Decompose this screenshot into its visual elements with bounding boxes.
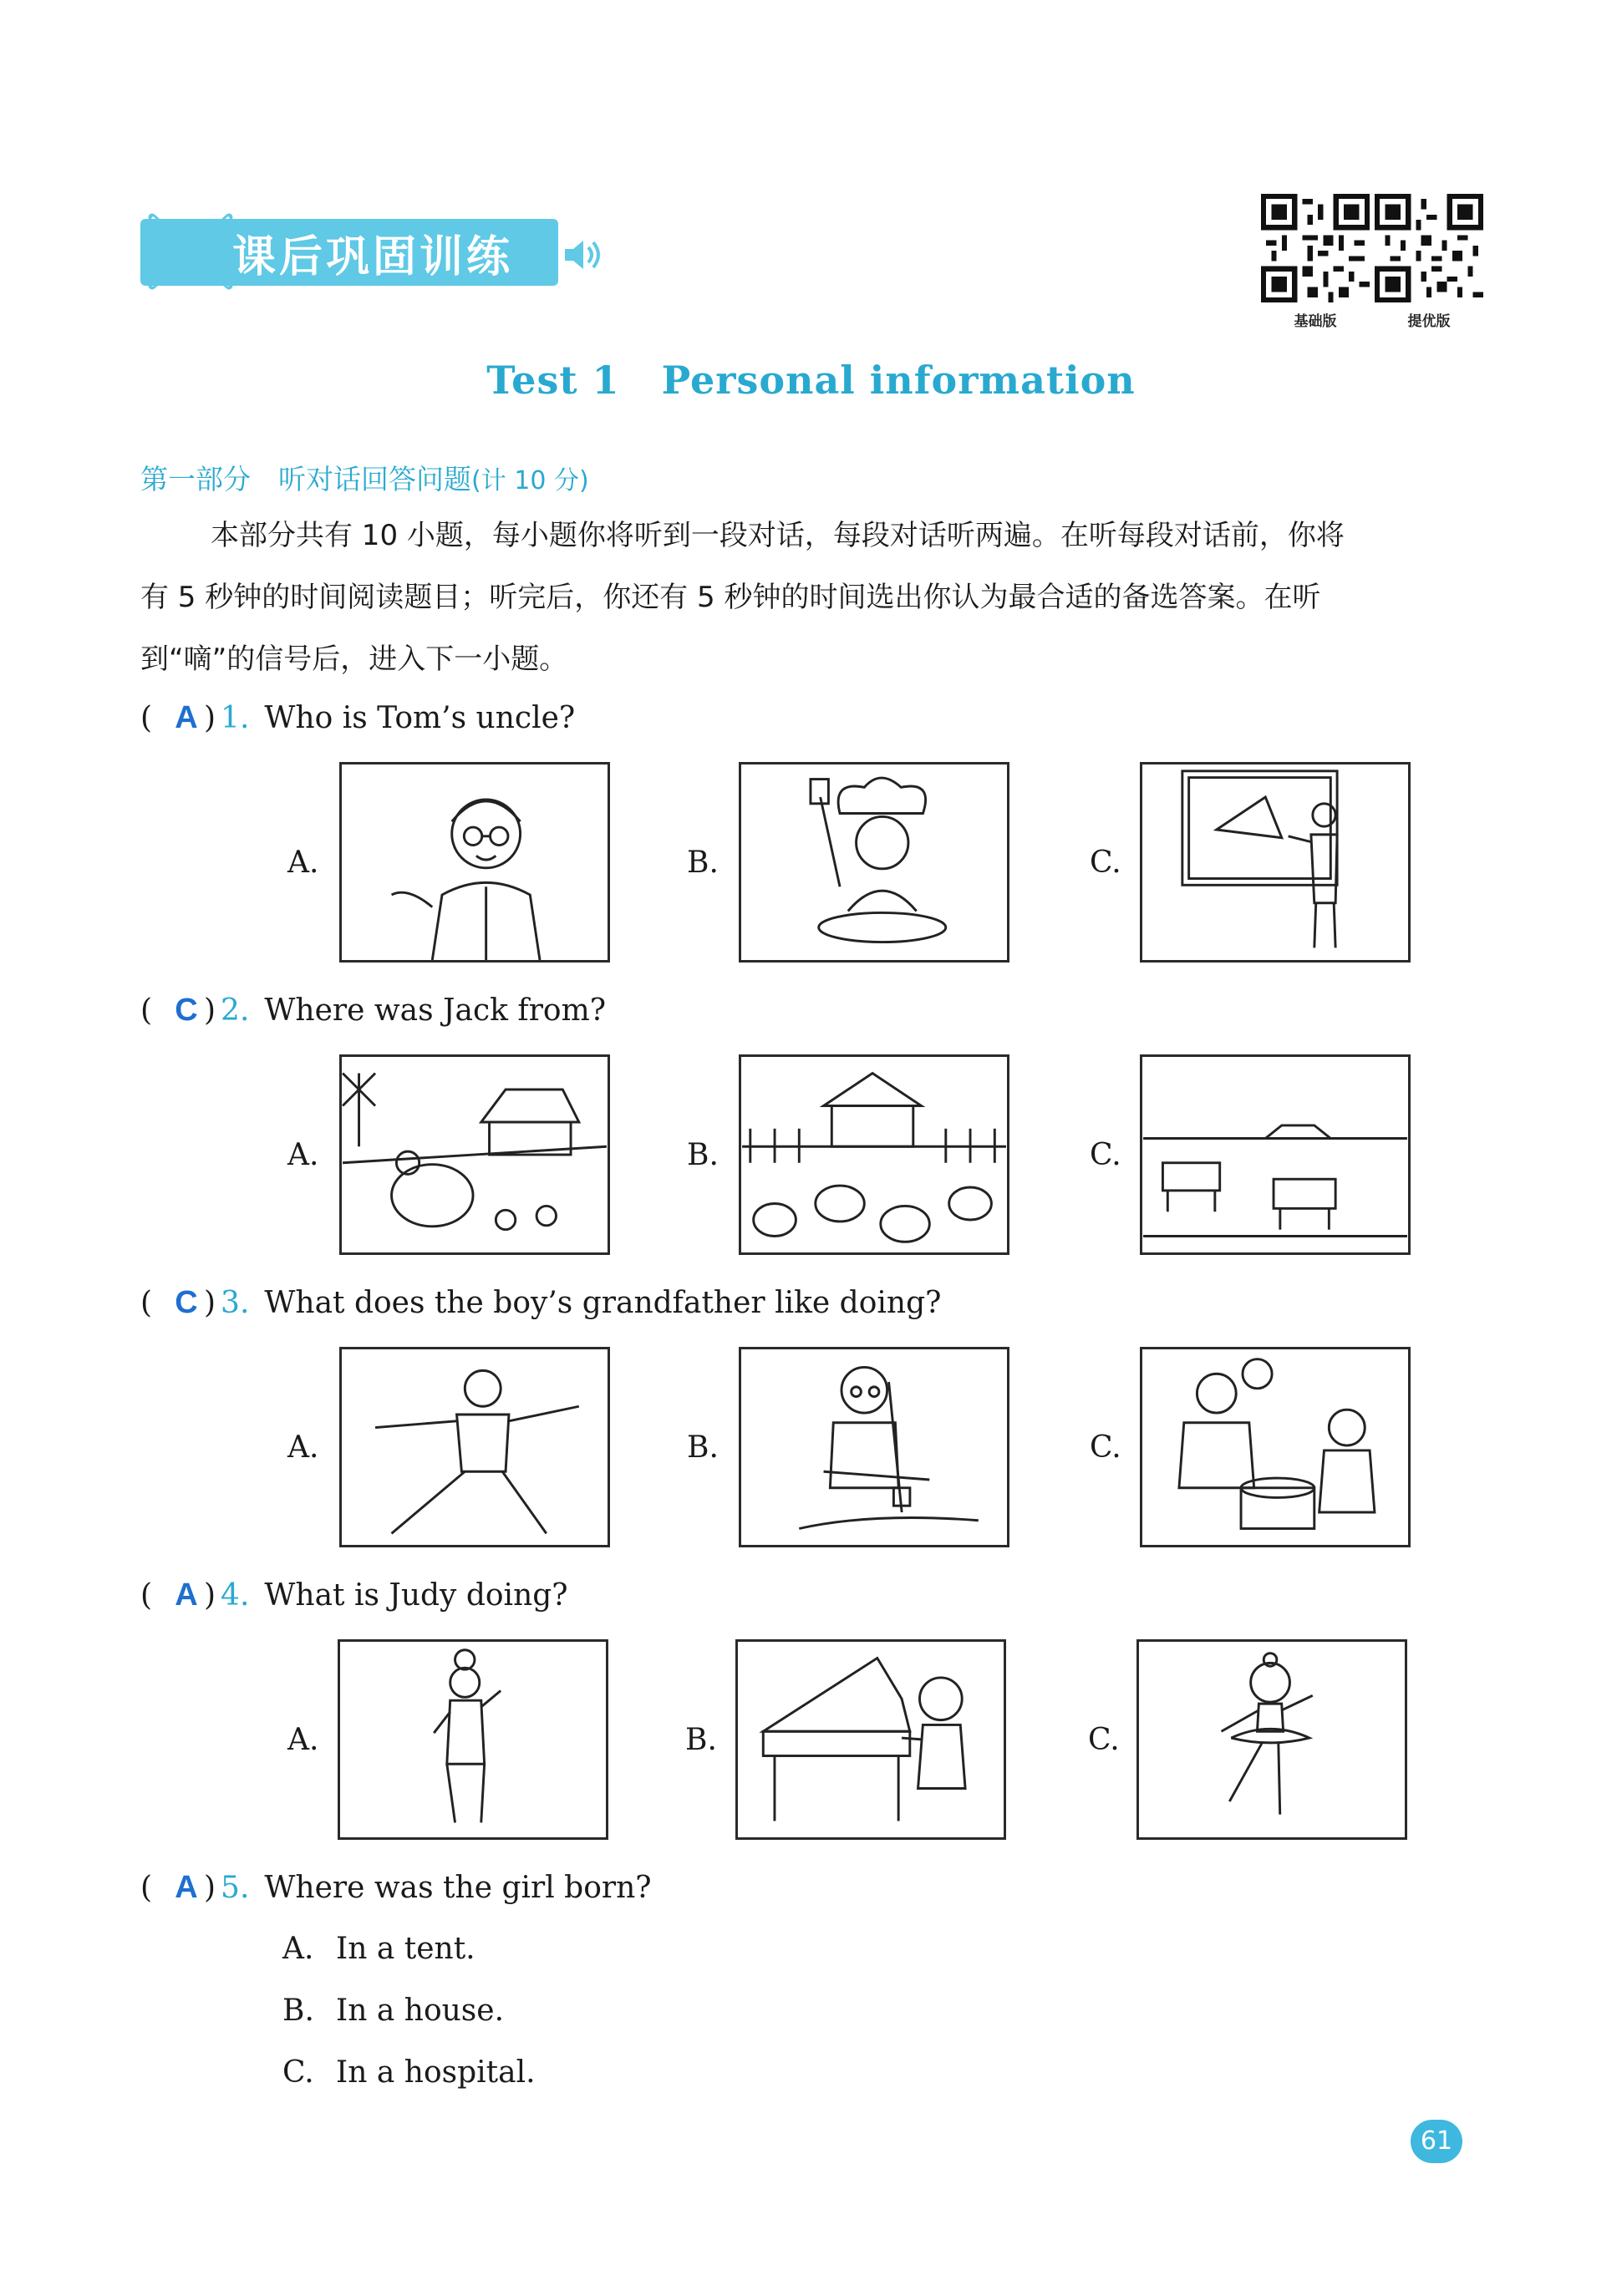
chinese-dance-image[interactable]	[338, 1639, 608, 1840]
question-3: ( C ) 3. What does the boy’s grandfather like doing?	[140, 1285, 942, 1320]
question-text: What does the boy’s grandfather like doing?	[264, 1286, 942, 1320]
question-5: ( A ) 5. Where was the girl born?	[140, 1870, 652, 1905]
section-points: (计 10 分)	[471, 466, 589, 495]
option-letter: A.	[287, 1723, 319, 1757]
test-topic: Personal information	[661, 358, 1136, 403]
ballet-image[interactable]	[1136, 1639, 1407, 1840]
section-banner	[140, 219, 558, 286]
question-text: What is Judy doing?	[264, 1578, 568, 1613]
option-letter: A.	[287, 846, 319, 880]
playing-piano-image[interactable]	[735, 1639, 1006, 1840]
instruction-line-1: 本部分共有 10 小题，每小题你将听到一段对话，每段对话听两遍。在听每段对话前，你将	[211, 519, 1345, 552]
farm-with-hen-image[interactable]	[339, 1054, 610, 1255]
speaker-icon[interactable]	[562, 236, 603, 274]
option-letter: B.	[687, 846, 719, 880]
qr-code-advanced[interactable]	[1374, 194, 1484, 302]
answer-5: A	[175, 1870, 198, 1905]
question-text: Where was the girl born?	[264, 1871, 652, 1905]
section-title: 第一部分 听对话回答问题	[140, 463, 471, 495]
question-number: 1.	[221, 701, 250, 735]
question-1: ( A ) 1. Who is Tom’s uncle?	[140, 700, 576, 735]
doctor-image[interactable]	[339, 762, 610, 963]
page-title	[0, 358, 1622, 403]
option-letter: B.	[685, 1723, 717, 1757]
banner-title: 课后巩固训练	[232, 231, 514, 282]
question-number: 4.	[221, 1578, 250, 1613]
option-letter: A.	[287, 1430, 319, 1465]
test-number: Test 1	[486, 358, 620, 403]
question-number: 5.	[221, 1871, 250, 1905]
option-letter: B.	[687, 1430, 719, 1465]
option-letter: C.	[1090, 1138, 1121, 1172]
section-heading	[140, 458, 589, 497]
question-number: 2.	[221, 993, 250, 1028]
teacher-at-blackboard-image[interactable]	[1140, 762, 1411, 963]
option-letter: B.	[687, 1138, 719, 1172]
option-letter: A.	[287, 1138, 319, 1172]
option-letter: C.	[1090, 846, 1121, 880]
question-number: 3.	[221, 1286, 250, 1320]
qr-label-advanced: 提优版	[1407, 313, 1451, 330]
cows-grazing-image[interactable]	[1140, 1054, 1411, 1255]
choice-b[interactable]: B. In a house.	[282, 1994, 505, 2028]
answer-3: C	[175, 1285, 198, 1320]
option-letter: C.	[1088, 1723, 1120, 1757]
tai-chi-image[interactable]	[339, 1347, 610, 1547]
playing-erhu-image[interactable]	[739, 1347, 1009, 1547]
choice-c[interactable]: C. In a hospital.	[282, 2055, 536, 2090]
instruction-line-3: 到“嘀”的信号后，进入下一小题。	[140, 643, 568, 676]
answer-2: C	[175, 993, 198, 1028]
chef-grilling-image[interactable]	[739, 762, 1009, 963]
option-letter: C.	[1090, 1430, 1121, 1465]
playing-chess-image[interactable]	[1140, 1347, 1411, 1547]
instruction-line-2: 有 5 秒钟的时间阅读题目；听完后，你还有 5 秒钟的时间选出你认为最合适的备选答案。在听	[140, 581, 1321, 614]
question-text: Where was Jack from?	[264, 993, 607, 1028]
answer-1: A	[175, 700, 198, 735]
pumpkin-farm-image[interactable]	[739, 1054, 1009, 1255]
answer-4: A	[175, 1577, 198, 1613]
choice-a[interactable]: A. In a tent.	[282, 1932, 475, 1966]
page-number: 61	[1411, 2120, 1462, 2163]
question-text: Who is Tom’s uncle?	[264, 701, 576, 735]
qr-code-basic[interactable]	[1260, 194, 1370, 302]
qr-label-basic: 基础版	[1294, 313, 1337, 330]
question-2: ( C ) 2. Where was Jack from?	[140, 993, 607, 1028]
question-4: ( A ) 4. What is Judy doing?	[140, 1577, 568, 1613]
